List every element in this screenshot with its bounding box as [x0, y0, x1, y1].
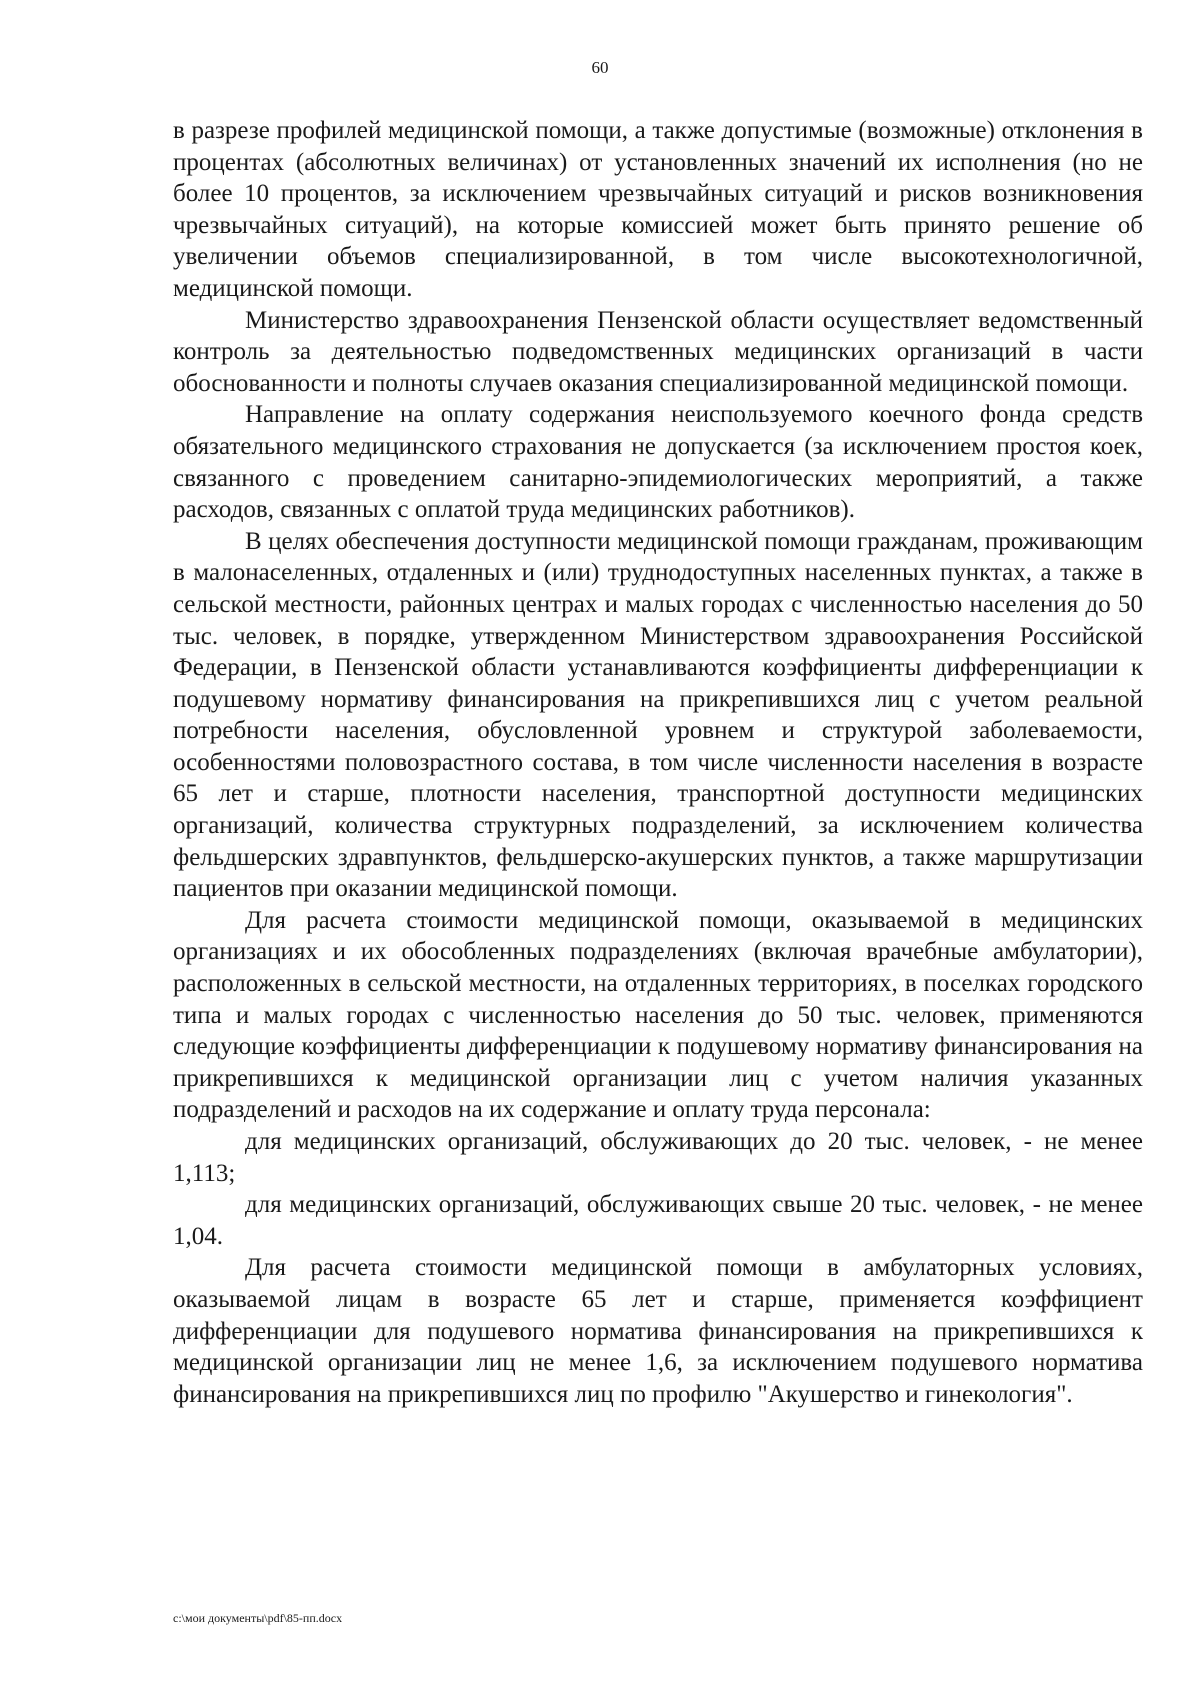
paragraph: В целях обеспечения доступности медицинской помощи гражданам, проживающим в малонаселенных, отдаленных и (или) труднодоступных населенных пунктах, а также в сельской местности, районных центрах и малых городах с численностью населения до 50 тыс. человек, в порядке, утвержденном Министерством здравоохранения Российской Федерации, в Пензенской области устанавливаются коэффициенты дифференциации к подушевому нормативу финансирования на прикрепившихся лиц с учетом реальной потребности населения, обусловленной уровнем и структурой заболеваемости, особенностями половозрастного состава, в том числе численности населения в возрасте 65 лет и старше, плотности населения, транспортной доступности медицинских организаций, количества структурных подразделений, за исключением количества фельдшерских здравпунктов, фельдшерско-акушерских пунктов, а также маршрутизации пациентов при оказании медицинской помощи. — [173, 527, 1143, 903]
paragraph-continued: в разрезе профилей медицинской помощи, а также допустимые (возможные) отклонения в процентах (абсолютных величинах) от установленных значений их исполнения (но не более 10 процентов, за исключением чрезвычайных ситуаций и рисков возникновения чрезвычайных ситуаций), на которые комиссией может быть принято решение об увеличении объемов специализированной, в том числе высокотехнологичной, медицинской помощи. — [173, 117, 1143, 302]
paragraph: Направление на оплату содержания неиспользуемого коечного фонда средств обязательного медицинского страхования не допускается (за исключением простоя коек, связанного с проведением санитарно-эпидемиологических мероприятий, а также расходов, связанных с оплатой труда медицинских работников). — [173, 401, 1143, 524]
file-path-footer: c:\мои документы\pdf\85-пп.docx — [173, 1611, 343, 1625]
document-body — [173, 115, 1143, 1410]
paragraph: Министерство здравоохранения Пензенской области осуществляет ведомственный контроль за деятельностью подведомственных медицинских организаций в части обоснованности и полноты случаев оказания специализированной медицинской помощи. — [173, 306, 1143, 397]
paragraph: Для расчета стоимости медицинской помощи в амбулаторных условиях, оказываемой лицам в возрасте 65 лет и старше, применяется коэффициент дифференциации для подушевого норматива финансирования на прикрепившихся к медицинской организации лиц не менее 1,6, за исключением подушевого норматива финансирования на прикрепившихся лиц по профилю "Акушерство и гинекология". — [173, 1254, 1143, 1408]
list-item: для медицинских организаций, обслуживающих до 20 тыс. человек, - не менее 1,113; — [173, 1128, 1143, 1187]
page-number: 60 — [591, 58, 609, 77]
paragraph: Для расчета стоимости медицинской помощи, оказываемой в медицинских организациях и их обособленных подразделениях (включая врачебные амбулатории), расположенных в сельской местности, на отдаленных территориях, в поселках городского типа и малых городах с численностью населения до 50 тыс. человек, применяются следующие коэффициенты дифференциации к подушевому нормативу финансирования на прикрепившихся к медицинской организации лиц с учетом наличия указанных подразделений и расходов на их содержание и оплату труда персонала: — [173, 906, 1143, 1124]
list-item: для медицинских организаций, обслуживающих свыше 20 тыс. человек, - не менее 1,04. — [173, 1191, 1143, 1250]
